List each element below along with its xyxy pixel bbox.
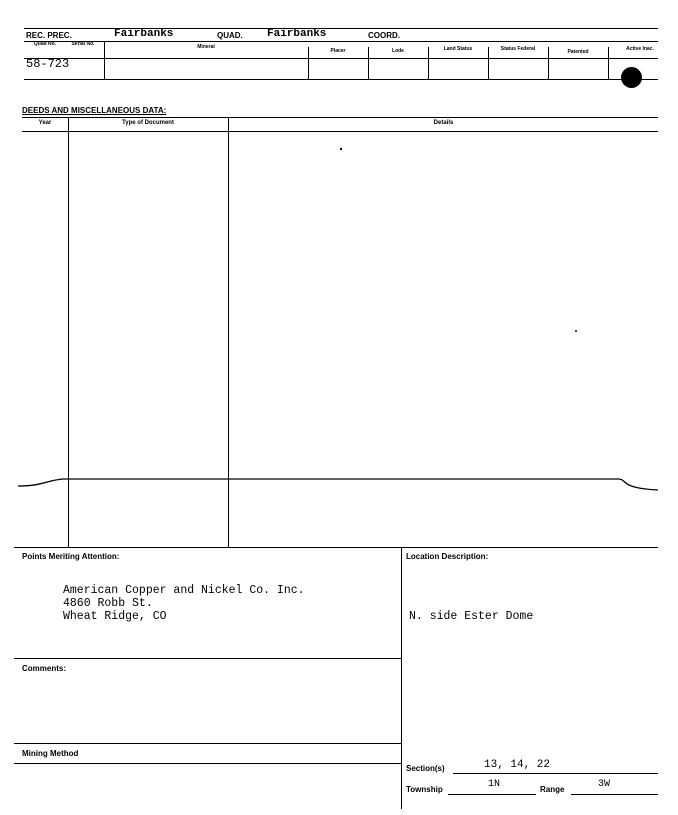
col-patented: Patented — [567, 49, 589, 55]
points-label: Points Meriting Attention: — [22, 552, 120, 561]
speck — [575, 330, 577, 332]
deeds-top-rule — [22, 117, 658, 118]
bottom-section-top-rule — [14, 547, 658, 548]
range-label: Range — [540, 785, 565, 794]
punch-hole — [621, 67, 642, 88]
range-value: 3W — [598, 779, 611, 790]
mining-bottom-rule — [14, 763, 401, 764]
col-active-inactive: Active Inac. — [626, 46, 654, 52]
mining-method-label: Mining Method — [22, 749, 79, 758]
col-mineral: Mineral — [197, 44, 215, 50]
sections-underline — [453, 773, 658, 774]
quad-value: Fairbanks — [267, 28, 327, 40]
col-type-of-document: Type of Document — [122, 120, 174, 126]
col-serial-no: Serial No. — [71, 41, 95, 47]
quad-label: QUAD. — [217, 31, 243, 40]
rec-prec-value: Fairbanks — [114, 28, 174, 40]
comments-top-rule — [14, 658, 401, 659]
mining-top-rule — [14, 743, 401, 744]
speck — [340, 148, 342, 150]
deeds-header-bottom-rule — [22, 131, 658, 132]
quad-serial-value: 58-723 — [26, 57, 70, 71]
col-status-federal: Status Federal — [500, 46, 536, 52]
col-divider — [488, 47, 489, 79]
column-header-bottom-rule — [24, 58, 658, 59]
col-year: Year — [38, 120, 52, 126]
township-underline — [448, 794, 536, 795]
col-land-status: Land Status — [443, 46, 473, 52]
location-label: Location Description: — [406, 552, 489, 561]
location-text: N. side Ester Dome — [409, 610, 534, 623]
sections-value: 13, 14, 22 — [484, 759, 551, 771]
range-underline — [571, 794, 658, 795]
col-divider — [608, 47, 609, 79]
col-divider — [428, 47, 429, 79]
column-header-top-rule — [24, 41, 658, 42]
col-lode: Lode — [392, 48, 404, 54]
deeds-heading: DEEDS AND MISCELLANEOUS DATA: — [22, 106, 167, 115]
record-row-bottom-rule — [24, 79, 658, 80]
bottom-section-divider — [401, 547, 402, 809]
rec-prec-label: REC. PREC. — [26, 31, 72, 40]
col-quad-no: Quad No. — [33, 41, 57, 47]
torn-edge-line — [18, 470, 660, 500]
coord-label: COORD. — [368, 31, 400, 40]
comments-label: Comments: — [22, 664, 67, 673]
township-label: Township — [406, 785, 443, 794]
col-placer: Placer — [330, 48, 346, 54]
township-value: 1N — [488, 779, 501, 790]
points-text: American Copper and Nickel Co. Inc. 4860 Robb St. Wheat Ridge, CO — [63, 584, 305, 623]
col-details: Details — [433, 120, 454, 126]
sections-label: Section(s) — [406, 764, 445, 773]
